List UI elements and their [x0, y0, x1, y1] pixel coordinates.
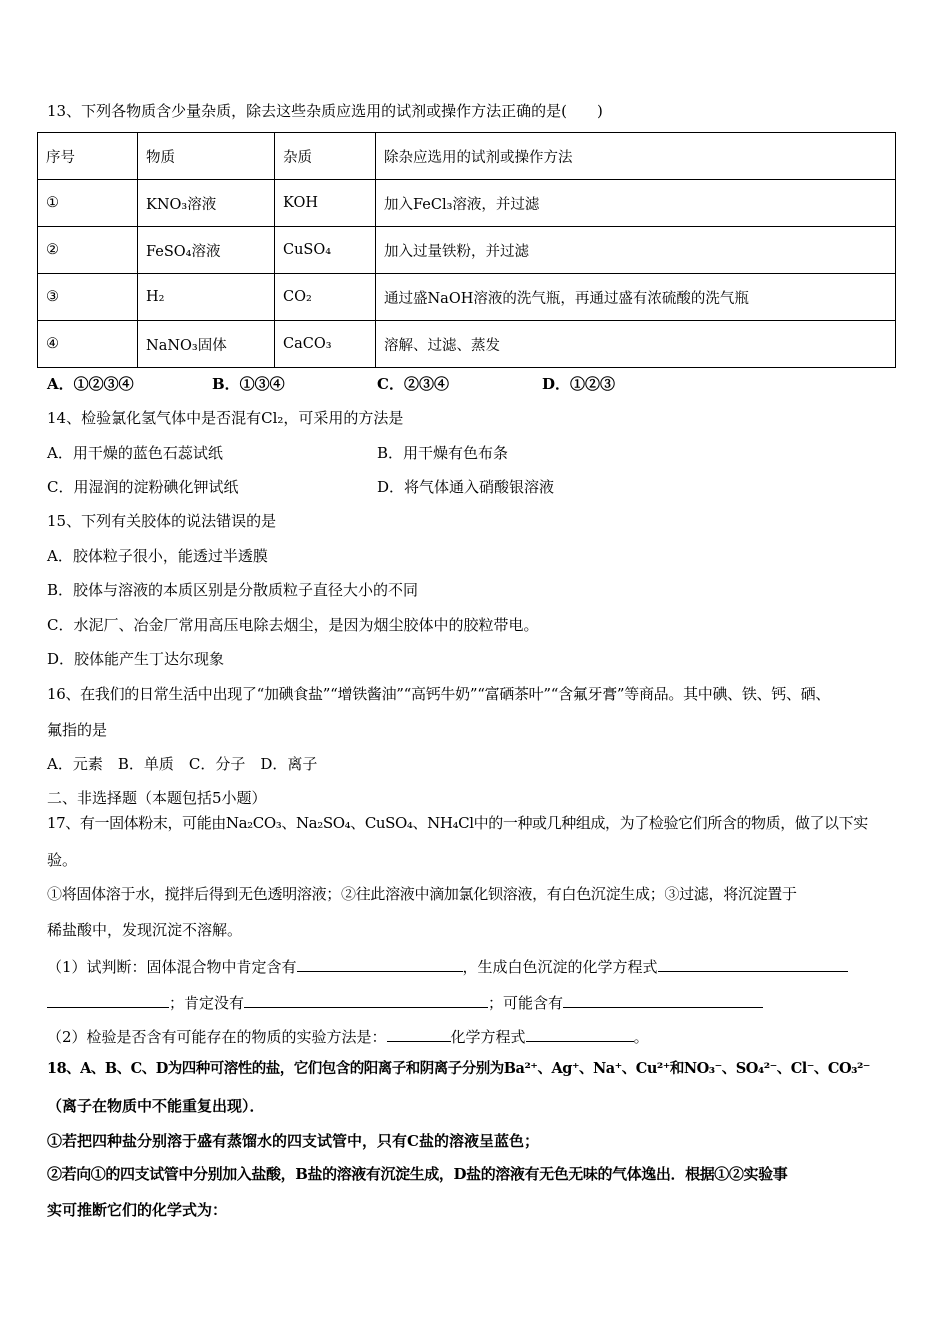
- q17-part2: [47, 1025, 649, 1047]
- q17-part1-line1: [47, 955, 848, 977]
- q18-stem-line2: （离子在物质中不能重复出现）．: [47, 1097, 265, 1115]
- q15-option-a: A．胶体粒子很小，能透过半透膜: [47, 547, 268, 565]
- q18-condition2-line1: ②若向①的四支试管中分别加入盐酸，B盐的溶液有沉淀生成，D盐的溶液有无色无味的气体逸出．根据①②实验事: [47, 1165, 788, 1183]
- q17-part1-line2: [47, 991, 763, 1013]
- section-heading: 二、非选择题（本题包括5小题）: [47, 789, 267, 807]
- answer-blank[interactable]: [297, 955, 463, 972]
- q17-p1-possible-label: ；可能含有: [488, 994, 564, 1012]
- q15-stem: 15、下列有关胶体的说法错误的是: [47, 512, 277, 530]
- q14-option-b: B．用干燥有色布条: [377, 444, 509, 462]
- row-impurity: CuSO₄: [275, 227, 376, 274]
- q14-stem: 14、检验氯化氢气体中是否混有Cl₂，可采用的方法是: [47, 409, 404, 427]
- q16-stem-line1: 16、在我们的日常生活中出现了“加碘食盐”“增铁酱油”“高钙牛奶”“富硒茶叶”“含氟牙膏”等商品。其中碘、铁、钙、硒、: [47, 685, 831, 703]
- q15-option-d: D．胶体能产生丁达尔现象: [47, 650, 225, 668]
- row-impurity: CO₂: [275, 274, 376, 321]
- answer-blank[interactable]: [658, 955, 848, 972]
- q17-p1-eq-label: ，生成白色沉淀的化学方程式: [462, 958, 658, 976]
- row-index: ③: [38, 274, 138, 321]
- row-method: 通过盛NaOH溶液的洗气瓶，再通过盛有浓硫酸的洗气瓶: [376, 274, 896, 321]
- q18-condition1: ①若把四种盐分别溶于盛有蒸馏水的四支试管中，只有C盐的溶液呈蓝色；: [47, 1132, 539, 1150]
- row-impurity: KOH: [275, 180, 376, 227]
- q18-stem-line1: 18、A、B、C、D为四种可溶性的盐，它们包含的阳离子和阴离子分别为Ba²⁺、Ag⁺、Na⁺、Cu²⁺和NO₃⁻、SO₄²⁻、Cl⁻、CO₃²⁻: [47, 1060, 870, 1077]
- answer-blank[interactable]: [387, 1025, 451, 1042]
- q17-p2-end: 。: [633, 1028, 649, 1046]
- q14-option-c: C．用湿润的淀粉碘化钾试纸: [47, 478, 239, 496]
- row-substance: FeSO₄溶液: [138, 227, 275, 274]
- table-row: [38, 180, 896, 227]
- row-index: ②: [38, 227, 138, 274]
- row-method: 加入过量铁粉，并过滤: [376, 227, 896, 274]
- row-index: ①: [38, 180, 138, 227]
- header-method: 除杂应选用的试剂或操作方法: [376, 133, 896, 180]
- header-index: 序号: [38, 133, 138, 180]
- q13-option-d: D．①②③: [542, 375, 616, 393]
- q17-stem-line1: 17、有一固体粉末，可能由Na₂CO₃、Na₂SO₄、CuSO₄、NH₄Cl中的一种或几种组成，为了检验它们所含的物质，做了以下实: [47, 814, 868, 832]
- table-row: [38, 274, 896, 321]
- q17-exp-line1: ①将固体溶于水，搅拌后得到无色透明溶液；②往此溶液中滴加氯化钡溶液，有白色沉淀生成；③过滤，将沉淀置于: [47, 885, 797, 903]
- table-row: [38, 227, 896, 274]
- row-substance: NaNO₃固体: [138, 321, 275, 368]
- q16-options: A．元素 B．单质 C．分子 D．离子: [47, 755, 318, 773]
- q17-exp-line2: 稀盐酸中，发现沉淀不溶解。: [47, 921, 243, 939]
- q17-p1-absent-label: ；肯定没有: [169, 994, 245, 1012]
- q13-option-a: A．①②③④: [47, 375, 134, 393]
- q13-stem: 13、下列各物质含少量杂质，除去这些杂质应选用的试剂或操作方法正确的是( ): [47, 102, 603, 120]
- row-impurity: CaCO₃: [275, 321, 376, 368]
- table-row: [38, 321, 896, 368]
- answer-blank[interactable]: [526, 1025, 634, 1042]
- q13-table: [37, 132, 896, 368]
- table-header-row: [38, 133, 896, 180]
- answer-blank[interactable]: [47, 991, 169, 1008]
- row-method: 溶解、过滤、蒸发: [376, 321, 896, 368]
- q17-p1-label: （1）试判断：固体混合物中肯定含有: [47, 958, 297, 976]
- answer-blank[interactable]: [563, 991, 763, 1008]
- q14-option-a: A．用干燥的蓝色石蕊试纸: [47, 444, 223, 462]
- q18-condition2-line2: 实可推断它们的化学式为：: [47, 1201, 228, 1219]
- q13-option-c: C．②③④: [377, 375, 449, 393]
- q17-p2-eq-label: 化学方程式: [450, 1028, 526, 1046]
- header-impurity: 杂质: [275, 133, 376, 180]
- q17-stem-line2: 验。: [47, 851, 78, 869]
- q13-option-b: B．①③④: [212, 375, 285, 393]
- row-method: 加入FeCl₃溶液，并过滤: [376, 180, 896, 227]
- header-substance: 物质: [138, 133, 275, 180]
- row-index: ④: [38, 321, 138, 368]
- q16-stem-line2: 氟指的是: [47, 721, 108, 739]
- answer-blank[interactable]: [244, 991, 488, 1008]
- q15-option-c: C．水泥厂、冶金厂常用高压电除去烟尘，是因为烟尘胶体中的胶粒带电。: [47, 616, 539, 634]
- q17-p2-label: （2）检验是否含有可能存在的物质的实验方法是：: [47, 1028, 387, 1046]
- q14-option-d: D．将气体通入硝酸银溶液: [377, 478, 555, 496]
- row-substance: H₂: [138, 274, 275, 321]
- row-substance: KNO₃溶液: [138, 180, 275, 227]
- q15-option-b: B．胶体与溶液的本质区别是分散质粒子直径大小的不同: [47, 581, 419, 599]
